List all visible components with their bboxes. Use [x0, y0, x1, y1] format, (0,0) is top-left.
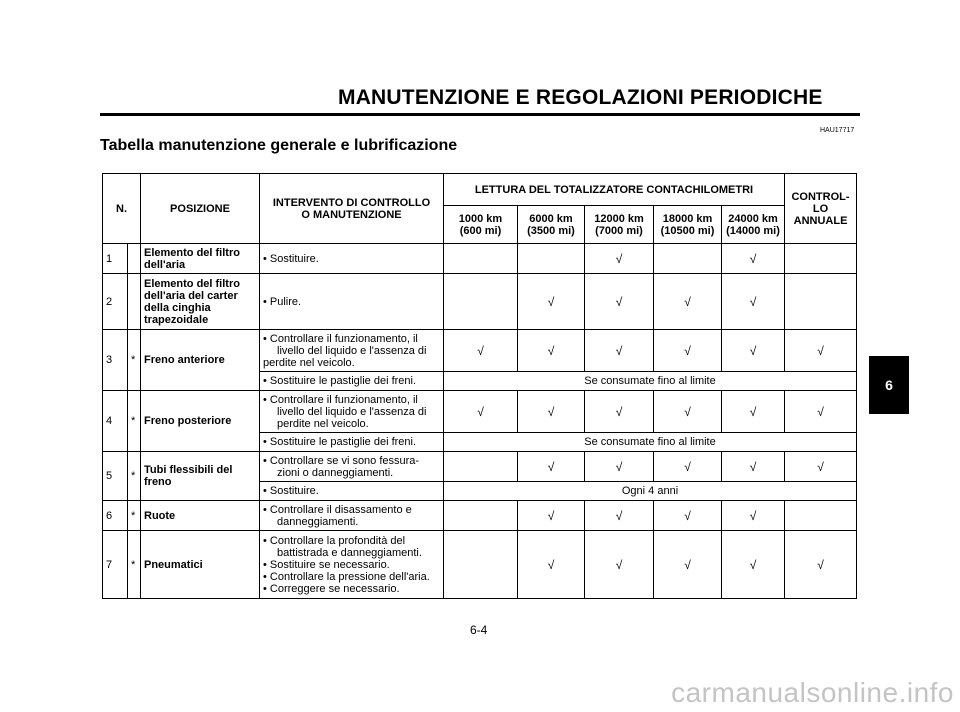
action-line: • Controllare se vi sono fessura- [263, 454, 420, 467]
interval-note: Se consumate fino al limite [444, 433, 857, 452]
header-n: N. [103, 174, 141, 244]
header-intervento-line: O MANUTENZIONE [301, 208, 402, 221]
check-cell: √ [585, 274, 654, 330]
check-cell: √ [444, 391, 518, 433]
row-number: 2 [103, 274, 128, 330]
check-cell: √ [444, 330, 518, 372]
check-cell [785, 274, 857, 330]
row-asterisk: * [128, 330, 141, 391]
check-cell: √ [785, 531, 857, 599]
action-line: • Pulire. [263, 295, 302, 308]
row-asterisk: * [128, 501, 141, 531]
row-position [141, 452, 260, 501]
check-cell: √ [585, 531, 654, 599]
check-cell [444, 531, 518, 599]
action-line: • Sostituire se necessario. [263, 558, 390, 571]
row-action [260, 531, 444, 599]
row-position [141, 501, 260, 531]
check-cell: √ [722, 244, 785, 274]
position-line: trapezoidale [144, 313, 209, 326]
row-action: • Sostituire le pastiglie dei freni. [260, 372, 444, 391]
check-cell: √ [654, 274, 722, 330]
row-position [141, 274, 260, 330]
row-position [141, 531, 260, 599]
check-cell: √ [585, 452, 654, 482]
position-line: Elemento del filtro [144, 246, 240, 259]
position-line: dell'aria [144, 258, 186, 271]
check-cell: √ [785, 330, 857, 372]
row-asterisk: * [128, 391, 141, 452]
row-action: • Sostituire. [260, 482, 444, 501]
row-action [260, 501, 444, 531]
odometer-mi: (14000 mi) [726, 224, 780, 237]
header-controllo-annuale [785, 174, 857, 244]
table-row [103, 452, 857, 482]
odometer-mi: (10500 mi) [660, 224, 715, 237]
odometer-mi: (3500 mi) [527, 224, 575, 237]
position-line: della cinghia [144, 301, 211, 314]
table-row [103, 391, 857, 433]
action-line: • Sostituire. [263, 252, 319, 265]
check-cell: √ [722, 391, 785, 433]
table-row [103, 330, 857, 372]
row-asterisk: * [128, 531, 141, 599]
check-cell: √ [722, 501, 785, 531]
table-row [103, 501, 857, 531]
header-intervento [260, 174, 444, 244]
header-controllo-line: CONTROL- [791, 190, 850, 203]
row-position [141, 391, 260, 452]
section-subtitle: Tabella manutenzione generale e lubrificazione [100, 137, 458, 154]
check-cell: √ [518, 274, 585, 330]
check-cell: √ [585, 501, 654, 531]
table-row [103, 274, 857, 330]
odometer-km: 24000 km [728, 212, 778, 225]
check-cell [785, 501, 857, 531]
table-row [103, 531, 857, 599]
odometer-km: 6000 km [529, 212, 573, 225]
odometer-km: 18000 km [662, 212, 713, 225]
row-action [260, 452, 444, 482]
check-cell [444, 501, 518, 531]
check-cell: √ [722, 531, 785, 599]
check-cell: √ [585, 244, 654, 274]
maintenance-table [102, 173, 857, 599]
action-line: livello del liquido e l'assenza di [277, 344, 427, 357]
row-number: 3 [103, 330, 128, 391]
row-action [260, 244, 444, 274]
position-line: freno [144, 476, 172, 488]
action-line: • Controllare la profondità del [263, 534, 406, 547]
row-number: 1 [103, 244, 128, 274]
action-line: • Controllare il disassamento e [263, 503, 412, 516]
action-line: • Controllare la pressione dell'aria. [263, 570, 430, 583]
check-cell: √ [585, 391, 654, 433]
odometer-col-24000 [722, 206, 785, 244]
check-cell: √ [654, 452, 722, 482]
odometer-col-1000 [444, 206, 518, 244]
action-line: perdite nel veicolo. [277, 417, 369, 430]
header-controllo-line: ANNUALE [793, 214, 848, 227]
row-position [141, 330, 260, 391]
check-cell: √ [654, 330, 722, 372]
check-cell: √ [722, 330, 785, 372]
header-posizione: POSIZIONE [141, 174, 260, 244]
check-cell: √ [785, 391, 857, 433]
check-cell: √ [585, 330, 654, 372]
header-controllo-line: LO [812, 202, 829, 215]
row-action [260, 391, 444, 433]
row-asterisk: * [128, 452, 141, 501]
action-line: • Controllare il funzionamento, il [263, 332, 418, 345]
position-line: Ruote [144, 509, 176, 522]
interval-note: Se consumate fino al limite [444, 372, 857, 391]
header-lettura: LETTURA DEL TOTALIZZATORE CONTACHILOMETRI [444, 174, 785, 206]
row-number: 4 [103, 391, 128, 452]
section-code: HAU17717 [820, 127, 855, 134]
row-asterisk [128, 274, 141, 330]
odometer-km: 12000 km [594, 212, 644, 225]
interval-note: Ogni 4 anni [444, 482, 857, 501]
row-position [141, 244, 260, 274]
action-line: battistrada e danneggiamenti. [277, 546, 422, 559]
check-cell: √ [518, 330, 585, 372]
check-cell: √ [654, 391, 722, 433]
page-number: 6-4 [470, 623, 488, 637]
odometer-col-6000 [518, 206, 585, 244]
action-line: • Correggere se necessario. [263, 582, 400, 595]
odometer-col-18000 [654, 206, 722, 244]
odometer-mi: (600 mi) [459, 224, 502, 237]
check-cell: √ [518, 531, 585, 599]
table-row [103, 244, 857, 274]
check-cell [785, 244, 857, 274]
check-cell: √ [518, 501, 585, 531]
check-cell: √ [722, 274, 785, 330]
position-line: Elemento del filtro [144, 277, 240, 290]
page-title: MANUTENZIONE E REGOLAZIONI PERIODICHE [338, 86, 823, 109]
row-action: • Sostituire le pastiglie dei freni. [260, 433, 444, 452]
title-rule [100, 113, 860, 116]
row-asterisk [128, 244, 141, 274]
action-line: livello del liquido e l'assenza di [277, 405, 427, 418]
check-cell: √ [654, 501, 722, 531]
row-number: 6 [103, 501, 128, 531]
action-line: zioni o danneggiamenti. [277, 466, 394, 479]
header-row [103, 174, 857, 206]
row-number: 7 [103, 531, 128, 599]
check-cell [444, 452, 518, 482]
row-number: 5 [103, 452, 128, 501]
action-line: • Controllare il funzionamento, il [263, 393, 418, 406]
check-cell [654, 244, 722, 274]
odometer-km: 1000 km [458, 212, 503, 225]
header-intervento-line: INTERVENTO DI CONTROLLO [272, 196, 431, 209]
chapter-tab: 6 [869, 356, 909, 414]
check-cell [444, 244, 518, 274]
check-cell: √ [654, 531, 722, 599]
odometer-mi: (7000 mi) [595, 224, 643, 237]
row-action [260, 330, 444, 372]
check-cell: √ [785, 452, 857, 482]
check-cell: √ [518, 452, 585, 482]
position-line: Freno anteriore [144, 354, 225, 366]
position-line: Freno posteriore [144, 415, 232, 427]
check-cell: √ [518, 391, 585, 433]
odometer-col-12000 [585, 206, 654, 244]
watermark: carmanualsonline.info [671, 677, 954, 708]
check-cell: √ [722, 452, 785, 482]
position-line: Tubi flessibili del [144, 464, 233, 476]
check-cell [518, 244, 585, 274]
action-line: danneggiamenti. [277, 515, 359, 528]
row-action [260, 274, 444, 330]
action-line: perdite nel veicolo. [263, 356, 355, 369]
position-line: dell'aria del carter [144, 289, 238, 302]
position-line: Pneumatici [144, 558, 203, 571]
check-cell [444, 274, 518, 330]
